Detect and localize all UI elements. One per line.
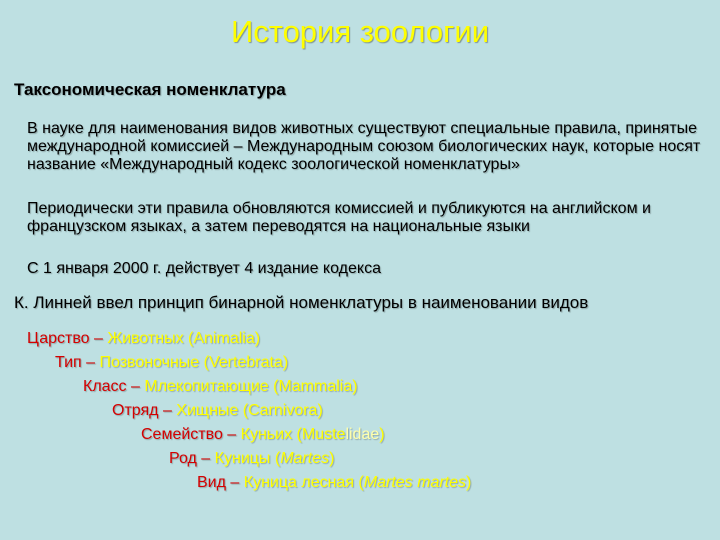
taxonomy-row-class	[83, 378, 358, 396]
rank-label: Отряд	[112, 402, 159, 419]
close-paren: )	[352, 378, 358, 395]
rank-label: Вид	[197, 474, 226, 491]
latin-name: Vertebrata	[208, 354, 283, 371]
taxonomy-row-species	[197, 474, 471, 492]
latin-name: Carnivora	[248, 402, 318, 419]
dash: –	[222, 426, 241, 443]
rank-label: Царство	[27, 330, 90, 347]
close-paren: )	[466, 474, 472, 491]
latin-name: Muste	[301, 426, 346, 443]
dash: –	[89, 330, 108, 347]
dash: –	[126, 378, 145, 395]
close-paren: )	[379, 426, 385, 443]
taxon-name: Позвоночные	[99, 354, 200, 371]
taxon-name: Куницы	[214, 450, 271, 467]
taxon-name: Млекопитающие	[144, 378, 269, 395]
taxon-name: Куньих	[240, 426, 293, 443]
taxon-name: Куница лесная	[243, 474, 354, 491]
rank-label: Род	[169, 450, 197, 467]
slide-title: История зоологии	[230, 14, 490, 49]
latin-name: Martes	[280, 450, 330, 467]
open-paren: (	[353, 474, 364, 491]
open-paren: (	[183, 330, 194, 347]
close-paren: )	[317, 402, 323, 419]
dash: –	[225, 474, 244, 491]
paragraph-edition: С 1 января 2000 г. действует 4 издание кодекса	[27, 260, 381, 277]
close-paren: )	[254, 330, 261, 347]
open-paren: (	[238, 402, 249, 419]
taxonomy-row-phylum	[55, 354, 288, 372]
latin-name: Martes martes	[363, 474, 467, 491]
open-paren: (	[268, 378, 279, 395]
paragraph-updates: Периодически эти правила обновляются комиссией и публикуются на английском и французском языках, а затем переводятся на национальные языки	[27, 200, 651, 235]
taxonomy-row-family	[141, 426, 385, 444]
taxon-name: Животных	[107, 330, 184, 347]
latin-name-suffix: lidae	[345, 426, 380, 443]
paragraph-rules: В науке для наименования видов животных существуют специальные правила, принятые международной комиссией – Международным союзом биологических наук, которые носят название «Международный кодекс зоологической номенклатуры»	[27, 120, 701, 173]
taxonomy-row-kingdom	[27, 330, 260, 348]
dash: –	[196, 450, 215, 467]
dash: –	[158, 402, 177, 419]
rank-label: Тип	[55, 354, 82, 371]
close-paren: )	[329, 450, 335, 467]
latin-name: Mammalia	[278, 378, 353, 395]
open-paren: (	[292, 426, 302, 443]
rank-label: Семейство	[141, 426, 223, 443]
taxonomy-row-genus	[169, 450, 334, 468]
open-paren: (	[199, 354, 209, 371]
open-paren: (	[270, 450, 281, 467]
rank-label: Класс	[83, 378, 127, 395]
taxonomy-row-order	[112, 402, 323, 420]
dash: –	[81, 354, 100, 371]
section-heading: Таксономическая номенклатура	[14, 80, 286, 99]
latin-name: Animalia	[193, 330, 255, 347]
close-paren: )	[282, 354, 289, 371]
linnaeus-statement: К. Линней ввел принцип бинарной номенклатуры в наименовании видов	[14, 293, 589, 312]
taxon-name: Хищные	[176, 402, 239, 419]
